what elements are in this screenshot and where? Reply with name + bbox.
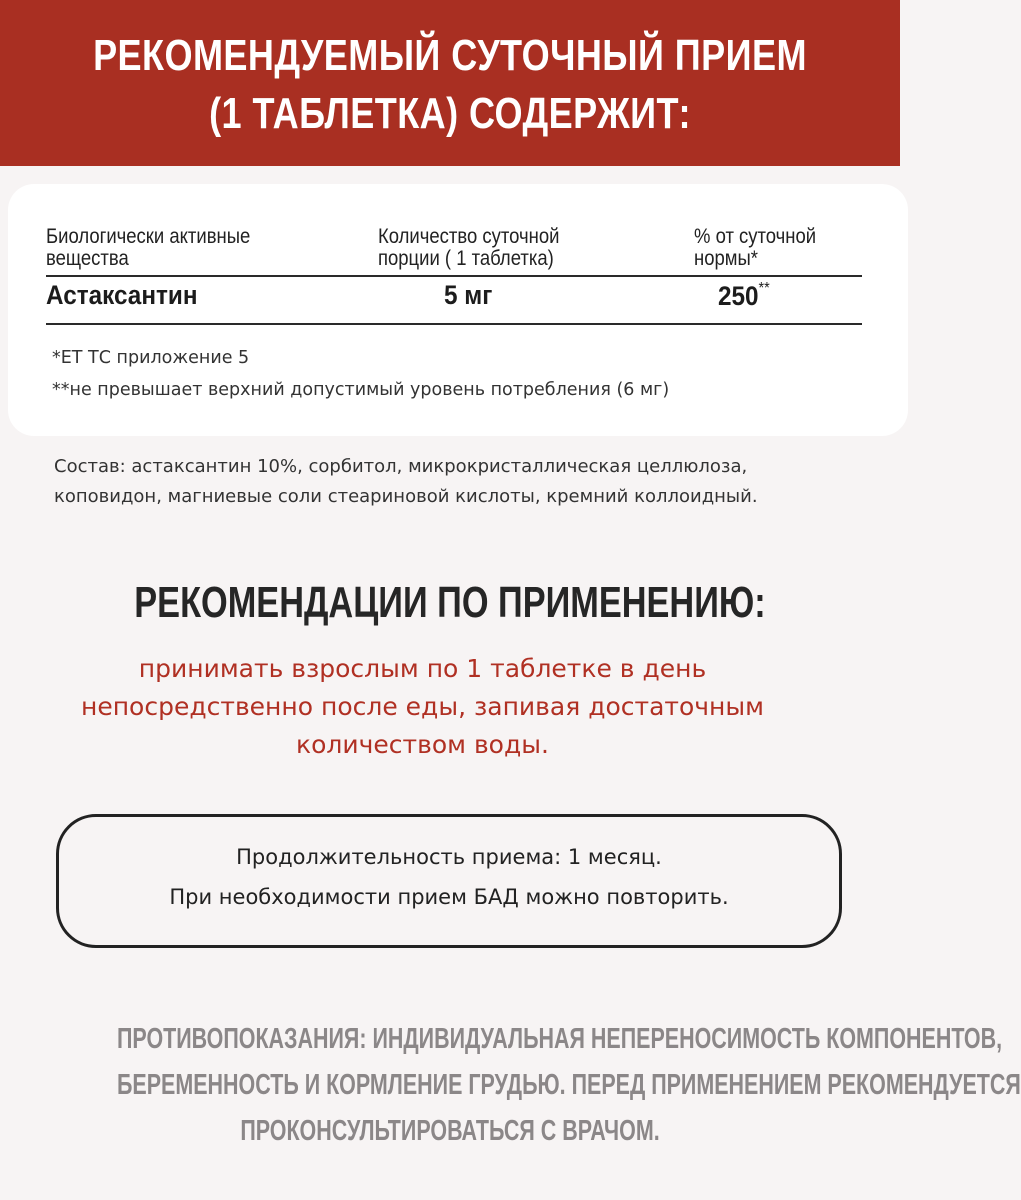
header-title-line2: (1 ТАБЛЕТКА) СОДЕРЖИТ: (209, 89, 691, 138)
column-header-substance: Биологически активные вещества (46, 225, 251, 270)
table-divider-bottom (46, 323, 862, 325)
table-divider-top (46, 275, 862, 277)
contraindications-text: ПРОТИВОПОКАЗАНИЯ: ИНДИВИДУАЛЬНАЯ НЕПЕРЕНОСИМОСТЬ КОМПОНЕНТОВ, БЕРЕМЕННОСТЬ И КОРМЛЕНИЕ ГРУДЬЮ. ПЕРЕД ПРИМЕНЕНИЕМ РЕКОМЕНДУЕТСЯ ПРОКОНСУЛЬТИРОВАТЬСЯ С ВРАЧОМ. (117, 1023, 1021, 1147)
footnote-2: **не превышает верхний допустимый уровень потребления (6 мг) (52, 380, 670, 400)
nutrition-card (8, 184, 908, 436)
footnote-1: *ЕТ ТС приложение 5 (52, 348, 250, 368)
composition-text: Состав: астаксантин 10%, сорбитол, микрокристаллическая целлюлоза, коповидон, магниевые соли стеариновой кислоты, кремний коллоидный. (54, 456, 758, 507)
repeat-line: При необходимости прием БАД можно повторить. (169, 885, 729, 909)
duration-box (56, 814, 842, 948)
header-title-line1: РЕКОМЕНДУЕМЫЙ СУТОЧНЫЙ ПРИЕМ (93, 31, 807, 80)
duration-line: Продолжительность приема: 1 месяц. (236, 845, 662, 869)
header-banner (0, 0, 900, 166)
substance-cell: Астаксантин (46, 280, 198, 310)
recommendations-text: принимать взрослым по 1 таблетке в день непосредственно после еды, запивая достаточным количеством воды. (80, 654, 765, 759)
percent-footnote-mark: ** (758, 280, 770, 297)
amount-cell: 5 мг (444, 280, 493, 310)
percent-cell: 250** (718, 280, 770, 311)
recommendations-title: РЕКОМЕНДАЦИИ ПО ПРИМЕНЕНИЮ: (134, 578, 766, 627)
column-header-percent: % от суточной нормы* (694, 225, 817, 270)
column-header-amount: Количество суточной порции ( 1 таблетка) (378, 225, 560, 270)
